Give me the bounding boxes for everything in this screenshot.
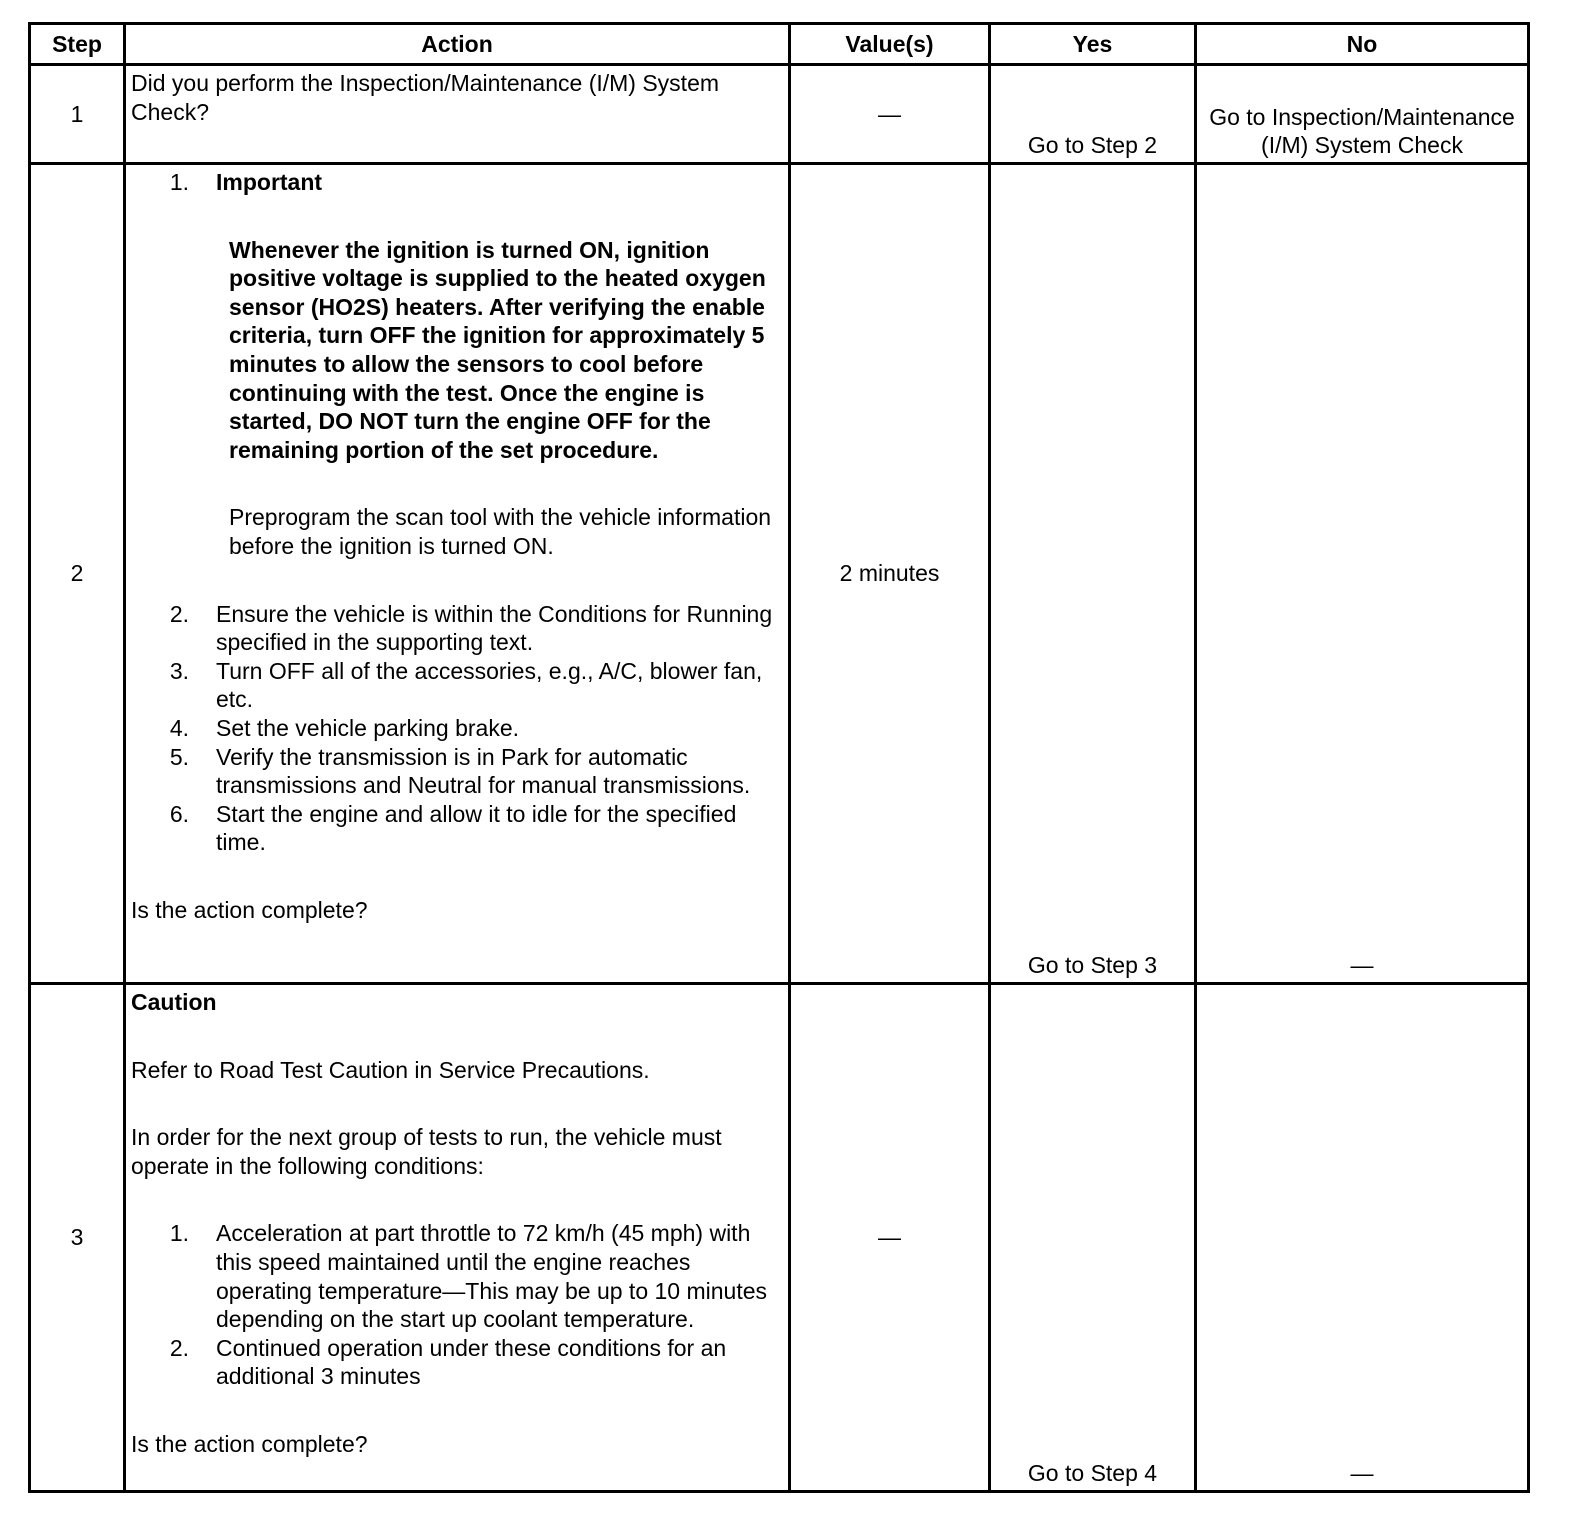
list-item [131, 743, 782, 800]
list-item [131, 714, 782, 743]
header-values: Value(s) [790, 24, 990, 65]
intro-text: In order for the next group of tests to run, the vehicle must operate in the following conditions: [131, 1124, 722, 1179]
list-number: 6. [169, 800, 189, 827]
question-text: Is the action complete? [131, 896, 368, 923]
preprogram-text: Preprogram the scan tool with the vehicle information before the ignition is turned ON. [229, 504, 772, 559]
list-text: Acceleration at part throttle to 72 km/h (45 mph) with this speed maintained until the engine reaches operating temperature—This may be up to 10 minutes depending on the start up coolant temperature. [216, 1220, 768, 1333]
no-cell: — [1196, 164, 1529, 984]
list-item [131, 800, 782, 857]
no-cell: — [1196, 984, 1529, 1492]
diagnostic-table-page [28, 22, 1530, 1493]
yes-link[interactable]: Go to Step 4 [990, 984, 1196, 1492]
value-cell: — [790, 65, 990, 164]
list-text: Verify the transmission is in Park for automatic transmissions and Neutral for manual transmissions. [216, 743, 751, 799]
list-number: 2. [169, 1334, 189, 1361]
list-number: 3. [169, 657, 189, 684]
list-item [131, 1334, 782, 1391]
table-row-step-2 [30, 164, 1529, 984]
list-text: Start the engine and allow it to idle for the specified time. [216, 800, 737, 856]
list-item [131, 600, 782, 657]
list-text: Continued operation under these conditions for an additional 3 minutes [216, 1334, 727, 1390]
step-number: 2 [30, 164, 125, 984]
step-number: 1 [30, 65, 125, 164]
yes-link[interactable]: Go to Step 2 [990, 65, 1196, 164]
list-item [131, 1219, 782, 1333]
diagnostic-table [28, 22, 1530, 1493]
header-row [30, 24, 1529, 65]
list-number: 5. [169, 743, 189, 770]
list-number: 1. [169, 1220, 189, 1247]
header-action: Action [125, 24, 790, 65]
table-row-step-3 [30, 984, 1529, 1492]
value-cell: 2 minutes [790, 164, 990, 984]
question-text: Is the action complete? [131, 1430, 368, 1457]
important-title: Important [216, 169, 323, 195]
list-text: Turn OFF all of the accessories, e.g., A/C, blower fan, etc. [216, 657, 763, 713]
action-list [131, 600, 782, 857]
no-link[interactable]: Go to Inspection/Maintenance (I/M) System Check [1196, 65, 1529, 164]
header-yes: Yes [990, 24, 1196, 65]
header-no: No [1196, 24, 1529, 65]
list-item [131, 657, 782, 714]
header-step: Step [30, 24, 125, 65]
list-text: Ensure the vehicle is within the Conditions for Running specified in the supporting text. [216, 600, 773, 656]
action-cell [125, 164, 790, 984]
action-list [131, 1219, 782, 1391]
list-number: 2. [169, 600, 189, 627]
list-number: 4. [169, 714, 189, 741]
caution-text: Refer to Road Test Caution in Service Precautions. [131, 1056, 650, 1083]
step-number: 3 [30, 984, 125, 1492]
action-cell [125, 65, 790, 164]
action-text: Did you perform the Inspection/Maintenance (I/M) System Check? [131, 70, 720, 125]
action-list [131, 168, 782, 197]
table-row-step-1 [30, 65, 1529, 164]
value-cell: — [790, 984, 990, 1492]
list-number: 1. [169, 169, 189, 195]
yes-link[interactable]: Go to Step 3 [990, 164, 1196, 984]
action-cell [125, 984, 790, 1492]
list-item [131, 168, 782, 197]
list-text: Set the vehicle parking brake. [216, 714, 520, 741]
caution-title: Caution [131, 989, 217, 1015]
important-text: Whenever the ignition is turned ON, ignition positive voltage is supplied to the heated oxygen sensor (HO2S) heaters. After verifying the enable criteria, turn OFF the ignition for approximately 5 minutes to allow the sensors to cool before continuing with the test. Once the engine is started, DO NOT turn the engine OFF for the remaining portion of the set procedure. [229, 236, 766, 463]
